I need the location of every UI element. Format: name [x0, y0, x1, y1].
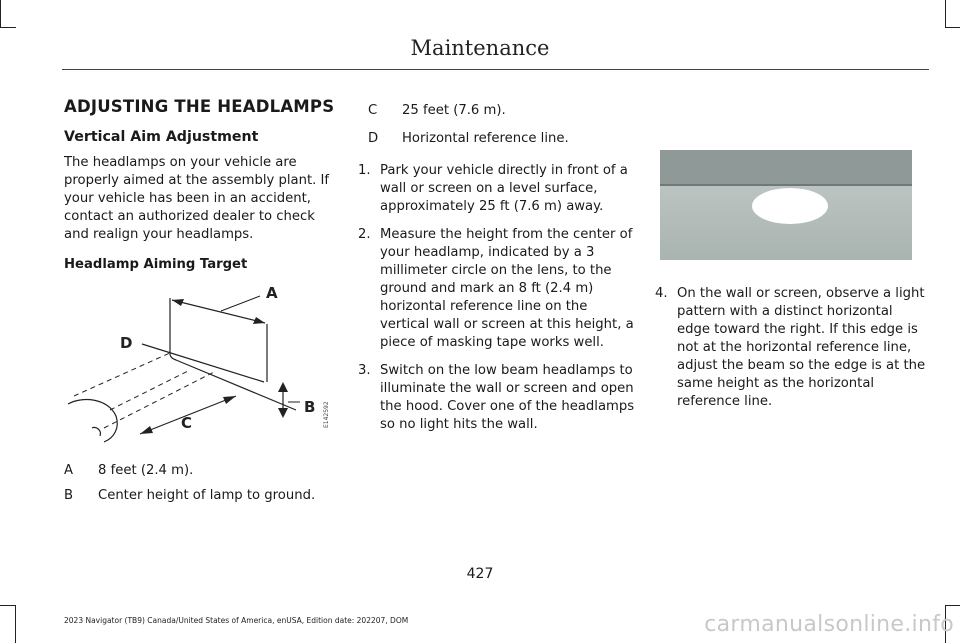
light-pattern-image — [660, 150, 912, 260]
column-left — [64, 98, 336, 274]
leader-line — [221, 296, 260, 311]
watermark: carmanualsonline.info — [704, 612, 954, 637]
step-item — [358, 162, 636, 216]
subsection-title: Vertical Aim Adjustment — [64, 129, 259, 145]
upper-dark-band — [660, 150, 912, 184]
crop-mark — [0, 605, 16, 606]
footer-text: 2023 Navigator (TB9) Canada/United States of America, enUSA, Edition date: 202207, DOM — [64, 616, 409, 625]
horizontal-reference-line — [142, 344, 264, 382]
section-title: ADJUSTING THE HEADLAMPS — [64, 97, 335, 116]
key-letter: B — [64, 488, 74, 503]
step-number: 2. — [358, 227, 371, 242]
step-item — [655, 285, 927, 411]
crop-mark — [945, 0, 946, 28]
crop-mark — [945, 605, 960, 606]
figure-caption: Headlamp Aiming Target — [64, 257, 248, 272]
page-header-title: Maintenance — [410, 36, 550, 60]
column-middle — [358, 102, 636, 444]
light-pattern — [752, 188, 828, 224]
arrowhead — [223, 396, 236, 404]
headlamp-outline — [92, 427, 100, 436]
step-text: On the wall or screen, observe a light pattern with a distinct horizontal edge toward the right. If this edge is not at the horizontal reference line, adjust the beam so the edge is at the same height as the horizontal reference line. — [677, 286, 926, 409]
key-row — [368, 102, 636, 120]
key-row — [64, 488, 347, 503]
step-item — [358, 362, 636, 434]
beam-line — [104, 372, 214, 428]
key-letter: C — [368, 103, 378, 118]
key-text: 8 feet (2.4 m). — [98, 463, 194, 478]
label-d: D — [120, 334, 133, 352]
key-row — [64, 463, 347, 478]
headlamp-aiming-diagram — [64, 278, 334, 446]
arrowhead — [253, 317, 265, 324]
page-number: 427 — [466, 566, 494, 582]
arrowhead — [278, 382, 288, 392]
figure-code: E142592 — [323, 401, 330, 428]
crop-mark — [0, 0, 1, 28]
arrowhead — [140, 426, 153, 434]
step-number: 3. — [358, 363, 371, 378]
key-text: Horizontal reference line. — [402, 131, 569, 146]
key-letter: A — [64, 463, 74, 478]
dimension-a-line — [172, 300, 265, 323]
key-text: Center height of lamp to ground. — [98, 488, 316, 503]
label-b: B — [304, 398, 316, 416]
key-text: 25 feet (7.6 m). — [402, 103, 506, 118]
arrowhead — [172, 299, 184, 306]
crop-mark — [15, 605, 16, 643]
step-number: 4. — [655, 286, 668, 301]
vehicle-outline — [68, 400, 117, 442]
step-item — [358, 226, 636, 352]
crop-mark — [0, 27, 16, 28]
step-text: Switch on the low beam headlamps to illuminate the wall or screen and open the hood. Cover one of the headlamps so no light hits the wall. — [380, 363, 635, 432]
figure-key-left — [64, 463, 347, 513]
arrowhead — [278, 408, 288, 418]
key-row — [368, 130, 636, 148]
crop-mark — [945, 27, 960, 28]
header-divider — [62, 69, 929, 70]
column-right — [655, 285, 927, 421]
step-text: Park your vehicle directly in front of a wall or screen on a level surface, approximately 25 ft (7.6 m) away. — [380, 163, 628, 214]
key-letter: D — [368, 131, 379, 146]
reference-line — [660, 184, 912, 186]
beam-line — [74, 352, 172, 396]
step-number: 1. — [358, 163, 371, 178]
label-c: C — [181, 414, 193, 432]
intro-paragraph: The headlamps on your vehicle are properly aimed at the assembly plant. If your vehicle has been in an accident, contact an authorized dealer to check and realign your headlamps. — [64, 155, 330, 242]
step-text: Measure the height from the center of your headlamp, indicated by a 3 millimeter circle on the lens, to the ground and mark an 8 ft (2.4 m) horizontal reference line on the vertical wall or screen at this height, a piece of masking tape works well. — [380, 227, 634, 350]
label-a: A — [266, 284, 278, 302]
ground-line — [170, 354, 296, 410]
